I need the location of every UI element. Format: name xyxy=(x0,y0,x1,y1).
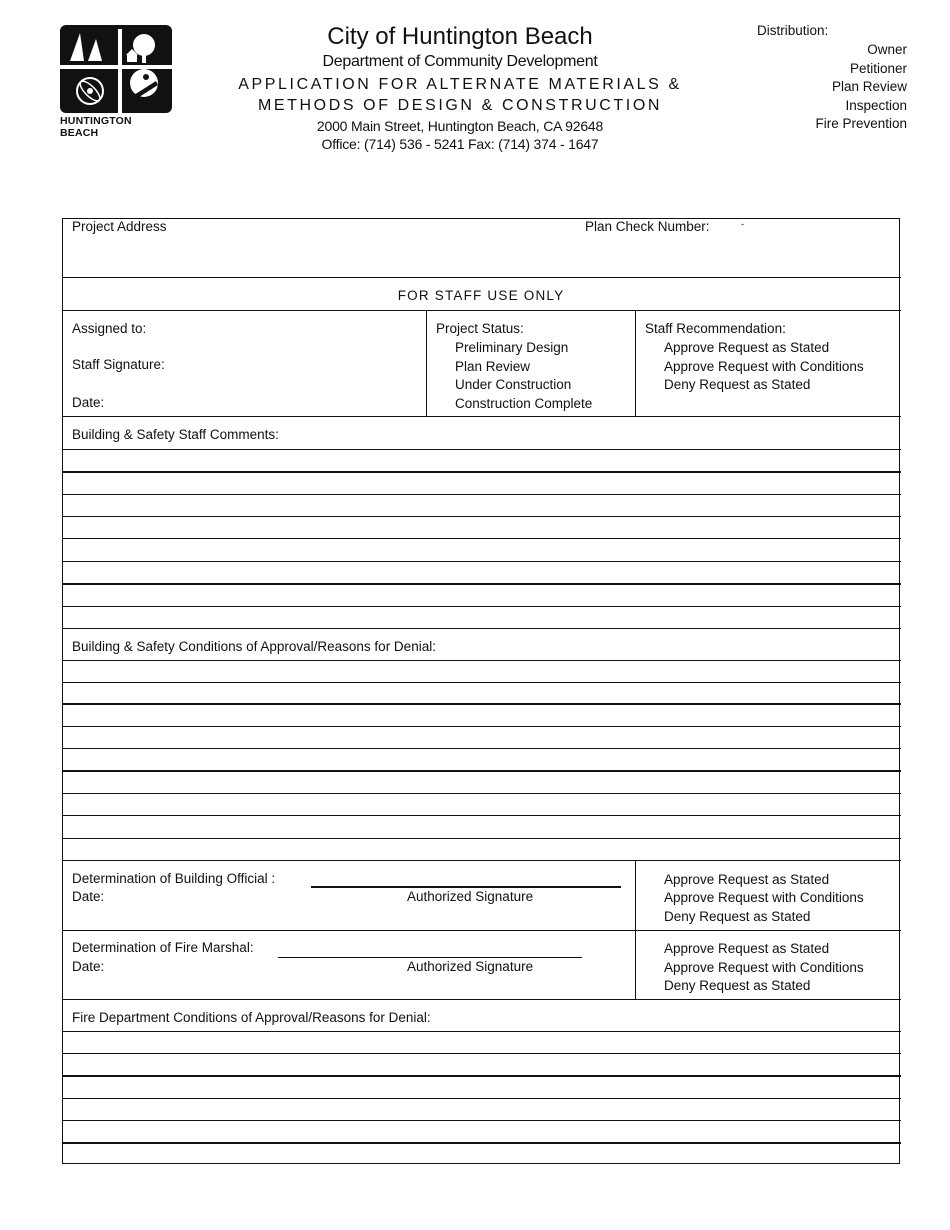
comment-line[interactable] xyxy=(62,606,901,607)
staff-signature-label: Staff Signature: xyxy=(72,357,165,372)
status-option-plan-review[interactable]: Plan Review xyxy=(455,359,531,374)
status-option-construction-complete[interactable]: Construction Complete xyxy=(455,396,593,411)
city-title: City of Huntington Beach xyxy=(327,23,593,50)
recommendation-approve-conditions[interactable]: Approve Request with Conditions xyxy=(664,359,864,374)
project-address-label: Project Address xyxy=(72,219,167,234)
staff-use-title: FOR STAFF USE ONLY xyxy=(397,288,565,303)
status-option-under-construction[interactable]: Under Construction xyxy=(455,377,572,392)
distribution-item: Petitioner xyxy=(849,60,907,76)
condition-line[interactable] xyxy=(62,682,901,683)
distribution-list xyxy=(815,41,907,134)
office-address: 2000 Main Street, Huntington Beach, CA 92648 xyxy=(316,118,604,134)
divider xyxy=(426,310,427,416)
condition-line[interactable] xyxy=(62,815,901,816)
condition-line[interactable] xyxy=(62,770,901,772)
comment-line[interactable] xyxy=(62,561,901,562)
building-official-label: Determination of Building Official : xyxy=(72,871,276,886)
fire-marshal-deny[interactable]: Deny Request as Stated xyxy=(664,978,811,993)
distribution-item: Fire Prevention xyxy=(815,116,907,132)
comment-line[interactable] xyxy=(62,449,901,450)
distribution-item: Inspection xyxy=(845,97,907,113)
condition-line[interactable] xyxy=(62,660,901,661)
plan-check-value[interactable]: - xyxy=(741,219,744,229)
fire-condition-line[interactable] xyxy=(62,1120,901,1121)
building-official-signature-caption: Authorized Signature xyxy=(407,889,534,904)
recommendation-deny[interactable]: Deny Request as Stated xyxy=(664,377,811,392)
department-title: Department of Community Development xyxy=(322,53,598,70)
office-contact: Office: (714) 536 - 5241 Fax: (714) 374 - 1647 xyxy=(321,136,599,152)
building-official-approve-conditions[interactable]: Approve Request with Conditions xyxy=(664,890,864,905)
application-title-line1: APPLICATION FOR ALTERNATE MATERIALS & xyxy=(238,76,682,93)
divider xyxy=(62,860,901,861)
fire-condition-line[interactable] xyxy=(62,1053,901,1054)
fire-marshal-approve[interactable]: Approve Request as Stated xyxy=(664,941,830,956)
condition-line[interactable] xyxy=(62,726,901,727)
comment-line[interactable] xyxy=(62,516,901,517)
fire-condition-line[interactable] xyxy=(62,1075,901,1077)
condition-line[interactable] xyxy=(62,838,901,839)
distribution-title: Distribution: xyxy=(757,23,829,38)
distribution-item: Plan Review xyxy=(831,79,907,95)
fire-marshal-date-label: Date: xyxy=(72,959,105,974)
recommendation-approve[interactable]: Approve Request as Stated xyxy=(664,340,830,355)
fire-marshal-signature-caption: Authorized Signature xyxy=(407,959,534,974)
condition-line[interactable] xyxy=(62,748,901,749)
city-logo xyxy=(60,25,172,129)
fire-condition-line[interactable] xyxy=(62,1142,901,1144)
building-official-signature-line[interactable] xyxy=(311,886,621,888)
building-official-approve[interactable]: Approve Request as Stated xyxy=(664,872,830,887)
status-option-preliminary-design[interactable]: Preliminary Design xyxy=(455,340,569,355)
fire-conditions-label: Fire Department Conditions of Approval/Reasons for Denial: xyxy=(72,1010,431,1025)
application-title-line2: METHODS OF DESIGN & CONSTRUCTION xyxy=(257,97,663,114)
divider xyxy=(62,277,901,278)
plan-check-label: Plan Check Number: xyxy=(585,219,710,234)
building-official-deny[interactable]: Deny Request as Stated xyxy=(664,909,811,924)
conditions-label: Building & Safety Conditions of Approval/Reasons for Denial: xyxy=(72,639,436,654)
logo-caption: HUNTINGTON BEACH xyxy=(60,115,132,139)
fire-condition-line[interactable] xyxy=(62,1098,901,1099)
fire-marshal-signature-line[interactable] xyxy=(278,957,582,958)
fire-condition-line[interactable] xyxy=(62,1031,901,1032)
divider xyxy=(62,310,901,311)
comment-line[interactable] xyxy=(62,538,901,539)
staff-recommendation-label: Staff Recommendation: xyxy=(645,321,786,336)
comment-line[interactable] xyxy=(62,583,901,585)
comment-line[interactable] xyxy=(62,494,901,495)
staff-date-label: Date: xyxy=(72,395,105,410)
project-status-label: Project Status: xyxy=(436,321,524,336)
condition-line[interactable] xyxy=(62,703,901,705)
building-official-date-label: Date: xyxy=(72,889,105,904)
condition-line[interactable] xyxy=(62,793,901,794)
comment-line[interactable] xyxy=(62,471,901,473)
distribution-item: Owner xyxy=(867,42,907,57)
assigned-to-label: Assigned to: xyxy=(72,321,147,336)
divider xyxy=(62,628,901,629)
staff-comments-label: Building & Safety Staff Comments: xyxy=(72,427,279,442)
divider xyxy=(62,416,901,417)
divider xyxy=(62,999,901,1000)
divider xyxy=(62,930,901,931)
fire-marshal-label: Determination of Fire Marshal: xyxy=(72,940,254,955)
divider xyxy=(635,310,636,416)
fire-marshal-approve-conditions[interactable]: Approve Request with Conditions xyxy=(664,960,864,975)
